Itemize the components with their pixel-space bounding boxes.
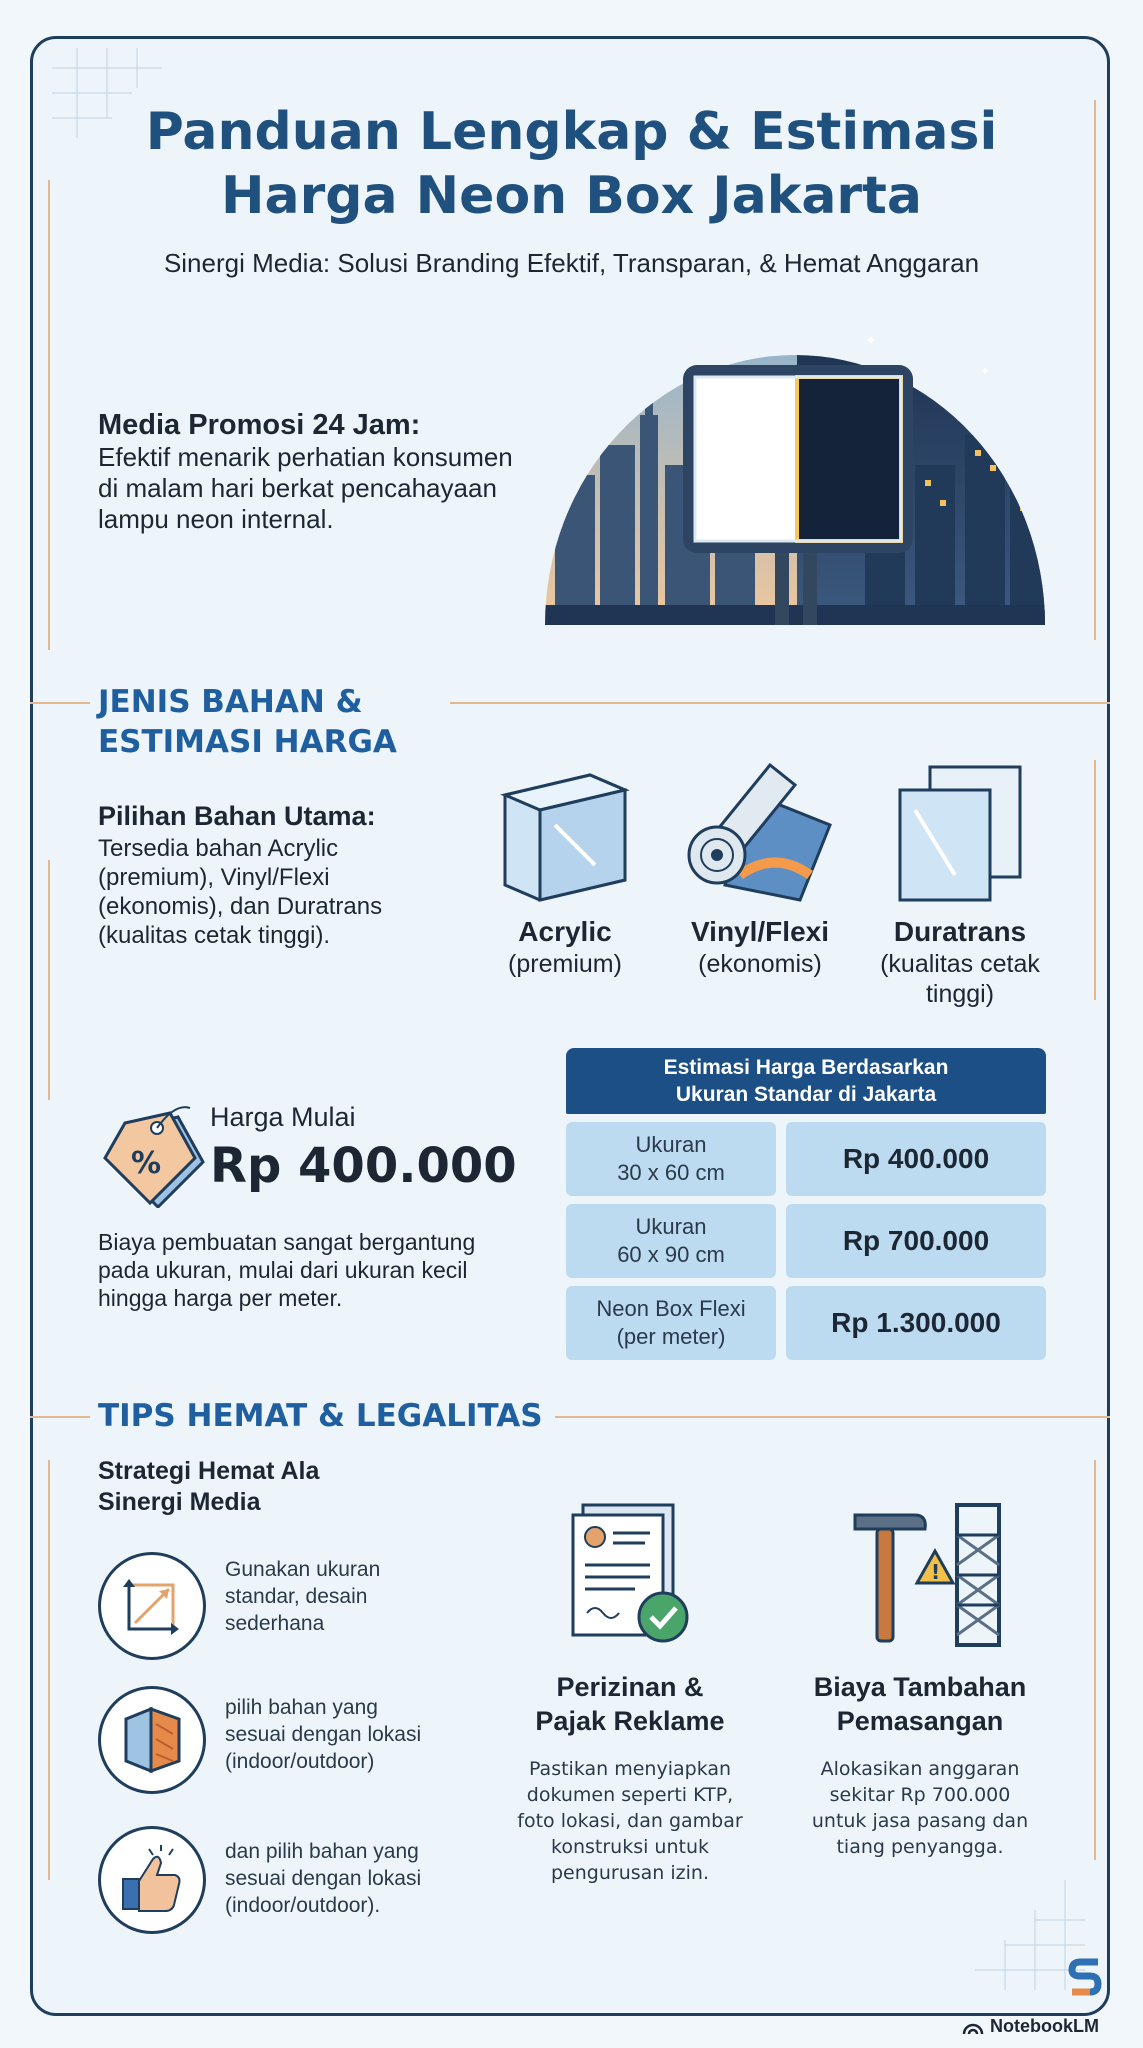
section-vertical-accent <box>48 860 50 1100</box>
permit-card-body: Pastikan menyiapkan dokumen seperti KTP, foto lokasi, dan gambar konstruksi untuk pengurusan izin. <box>517 1758 743 1884</box>
tip-2-text: pilih bahan yang sesuai dengan lokasi (indoor/outdoor) <box>225 1696 422 1773</box>
section-vertical-accent <box>48 1460 50 1880</box>
tips-sub-heading: Strategi Hemat Ala Sinergi Media <box>98 1457 320 1516</box>
tip-1-badge <box>98 1552 206 1660</box>
tip-2-badge <box>98 1686 206 1794</box>
tip-3-text: dan pilih bahan yang sesuai dengan lokasi (indoor/outdoor). <box>225 1840 422 1917</box>
price-table-title: Estimasi Harga Berdasarkan Ukuran Standar di Jakarta <box>566 1048 1046 1114</box>
page-subtitle: Sinergi Media: Solusi Branding Efektif, Transparan, & Hemat Anggaran <box>163 248 980 278</box>
price-row-value-3: Rp 1.300.000 <box>786 1286 1046 1360</box>
price-row-label-1: Ukuran 30 x 60 cm <box>566 1122 776 1196</box>
price-row-value-1: Rp 400.000 <box>786 1122 1046 1196</box>
section-divider <box>30 1416 90 1418</box>
thumbs-up-icon <box>101 1829 203 1931</box>
hammer-tower-icon <box>835 1495 1015 1655</box>
section-vertical-accent <box>1094 760 1096 1000</box>
materials-sub-heading: Pilihan Bahan Utama: <box>98 801 376 831</box>
price-row-label-3: Neon Box Flexi (per meter) <box>566 1286 776 1360</box>
price-row-value-2: Rp 700.000 <box>786 1204 1046 1278</box>
sinergi-logo-icon <box>1068 1956 1102 2000</box>
neon-box-city-illustration <box>535 325 1055 630</box>
tips-section-heading: TIPS HEMAT & LEGALITAS <box>98 1398 543 1434</box>
acrylic-panel-icon <box>495 755 635 905</box>
install-card-title: Biaya Tambahan Pemasangan <box>813 1672 1027 1736</box>
svg-text:!: ! <box>931 1560 941 1584</box>
section-divider <box>450 702 1110 704</box>
duratrans-sheet-icon <box>885 755 1035 905</box>
section-divider <box>555 1416 1110 1418</box>
svg-text:%: % <box>131 1146 162 1181</box>
section-vertical-accent <box>1094 1460 1096 1860</box>
hero-heading: Media Promosi 24 Jam: <box>98 409 421 441</box>
price-start-value: Rp 400.000 <box>210 1138 517 1194</box>
price-row-label-2: Ukuran 60 x 90 cm <box>566 1204 776 1278</box>
materials-section-heading: JENIS BAHAN & ESTIMASI HARGA <box>98 684 397 760</box>
resize-arrows-icon <box>101 1555 203 1657</box>
page-title: Panduan Lengkap & Estimasi Harga Neon Box Jakarta <box>145 102 998 226</box>
tip-1-text: Gunakan ukuran standar, desain sederhana <box>225 1558 381 1635</box>
install-card-body: Alokasikan anggaran sekitar Rp 700.000 untuk jasa pasang dan tiang penyangga. <box>811 1758 1029 1858</box>
vinyl-roll-icon <box>685 755 835 905</box>
materials-body: Tersedia bahan Acrylic (premium), Vinyl/Flexi (ekonomis), dan Duratrans (kualitas cetak tinggi). <box>98 835 383 949</box>
permit-card-title: Perizinan & Pajak Reklame <box>535 1672 725 1736</box>
price-start-label: Harga Mulai <box>210 1102 356 1132</box>
svg-text:✦: ✦ <box>865 333 877 349</box>
document-check-icon <box>555 1495 705 1655</box>
svg-text:✦: ✦ <box>980 364 991 378</box>
hero-text <box>98 408 528 535</box>
price-start-body: Biaya pembuatan sangat bergantung pada ukuran, mulai dari ukuran kecil hingga harga per meter. <box>98 1229 476 1311</box>
material-acrylic: Acrylic (premium) <box>508 916 622 978</box>
material-cube-icon <box>101 1689 203 1791</box>
hero-body: Efektif menarik perhatian konsumen di malam hari berkat pencahayaan lampu neon internal. <box>98 442 513 534</box>
material-vinyl-flexi: Vinyl/Flexi (ekonomis) <box>691 916 829 978</box>
material-duratrans: Duratrans (kualitas cetak tinggi) <box>880 916 1040 1008</box>
section-divider <box>30 702 90 704</box>
notebooklm-logo-icon <box>962 2020 984 2036</box>
tip-3-badge <box>98 1826 206 1934</box>
brand-label: NotebookLM <box>990 2016 1099 2036</box>
price-tag-icon <box>95 1098 205 1208</box>
